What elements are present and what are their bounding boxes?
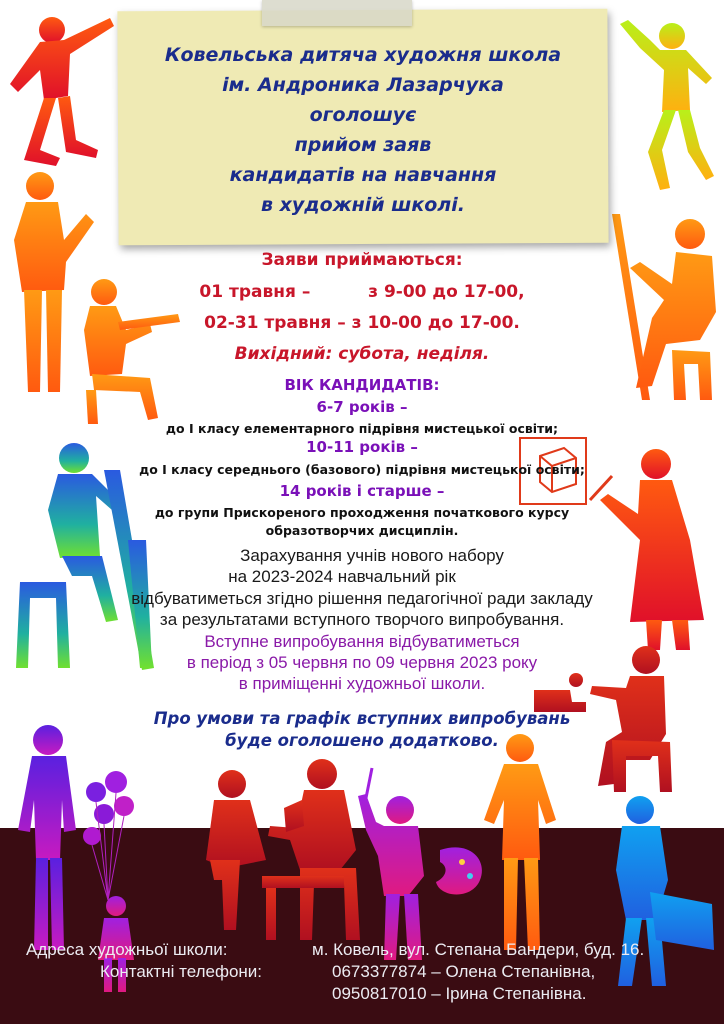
announcement-line-1: Про умови та графік вступних випробувань [153, 709, 571, 728]
row1-time: з 9-00 до 17-00, [368, 282, 525, 302]
group1-age: 6-7 років – [316, 398, 408, 416]
standing-woman-icon [484, 734, 556, 950]
reading-figures-icon [206, 759, 360, 940]
group3-desc-1: до групи Прискореного проходження початкового курсу [154, 505, 570, 520]
age-title: ВІК КАНДИДАТІВ: [284, 376, 440, 394]
school-name: Ковельська дитяча художня школа [164, 44, 562, 66]
exam-line-3: в приміщенні художньої школи. [238, 674, 486, 693]
applications-title: Заяви приймаються: [261, 250, 463, 270]
header-notice [118, 40, 608, 220]
applications-row-2: 02-31 травня – з 10-00 до 17-00. [204, 313, 520, 333]
announces-text: оголошує [309, 104, 417, 126]
group1-desc: до І класу елементарного підрівня мистецької освіти; [165, 421, 559, 436]
in-school-text: в художній школі. [261, 194, 465, 216]
pointing-figure-icon [10, 17, 114, 166]
weekend-days: Вихідний: субота, неділя. [234, 344, 490, 364]
row1-date: 01 травня – [199, 282, 311, 302]
announcement-line-2: буде оголошено додатково. [225, 731, 499, 750]
exam-line-1: Вступне випробування відбуватиметься [204, 632, 520, 651]
dancing-figure-icon [620, 20, 714, 190]
admission-text: прийом заяв [294, 134, 432, 156]
group3-desc-2: образотворчих дисциплін. [265, 523, 459, 538]
group2-age: 10-11 років – [306, 438, 418, 456]
group2-desc: до І класу середнього (базового) підрівня мистецької освіти; [139, 462, 585, 477]
address-label: Адреса художньої школи: [26, 940, 228, 959]
phone-2: 0950817010 – Ірина Степанівна. [332, 984, 587, 1003]
address-value: м. Ковель, вул. Степана Бандери, буд. 16. [312, 940, 645, 959]
enrollment-line-1: Зарахування учнів нового набору [240, 546, 504, 565]
man-figure-icon [18, 725, 76, 950]
candidates-text: кандидатів на навчання [229, 164, 497, 186]
enrollment-line-4: за результатами вступного творчого випробування. [159, 610, 565, 629]
adhesive-tape [262, 0, 412, 26]
enrollment-line-3: відбуватиметься згідно рішення педагогічної ради закладу [131, 589, 593, 608]
applications-row-1 [0, 282, 724, 302]
enrollment-line-2: на 2023-2024 навчальний рік [228, 567, 456, 586]
phones-label: Контактні телефони: [100, 962, 263, 981]
painter-at-easel-icon [612, 214, 716, 400]
exam-line-2: в період з 05 червня по 09 червня 2023 року [186, 653, 538, 672]
palette-figure-icon [358, 768, 482, 960]
school-named-after: ім. Андроника Лазарчука [222, 74, 504, 96]
phone-1: 0673377874 – Олена Степанівна, [332, 962, 596, 981]
group3-age: 14 років і старше – [279, 482, 445, 500]
